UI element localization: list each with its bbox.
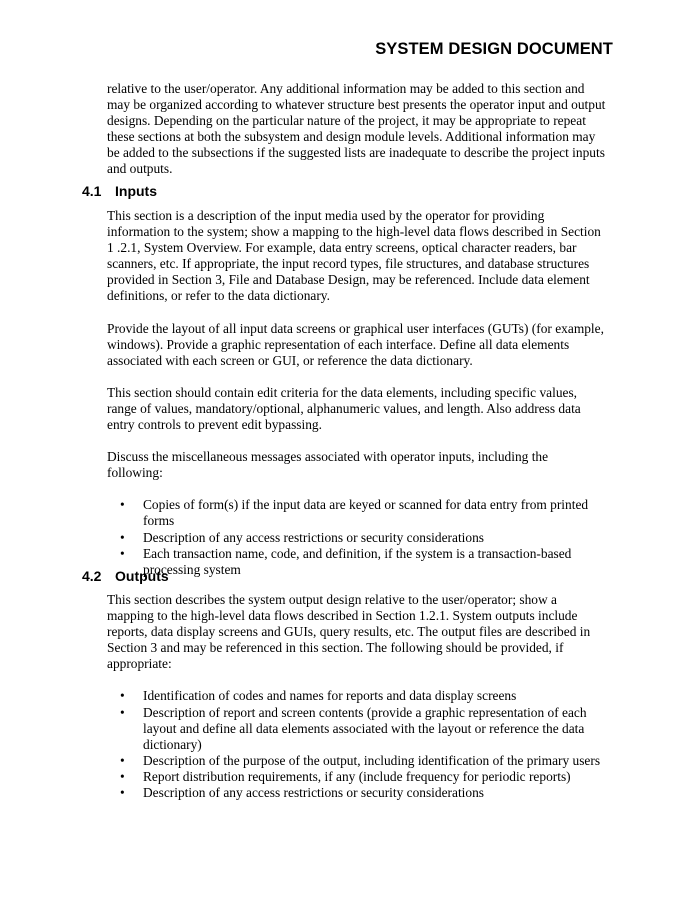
page-header-title: SYSTEM DESIGN DOCUMENT	[375, 40, 613, 58]
inputs-section-body	[107, 208, 607, 578]
outputs-paragraph: This section describes the system output design relative to the user/operator; show a mapping to the high-level data flows described in Section 1.2.1. System outputs include reports, data display screens and GUIs, query results, etc. The output files are described in Section 3 and may be referenced in this section. The following should be provided, if appropriate:	[107, 592, 591, 672]
section-number: 4.1	[82, 183, 102, 199]
inputs-paragraph: Discuss the miscellaneous messages associated with operator inputs, including the following:	[107, 449, 549, 481]
intro-paragraph-block	[107, 81, 607, 178]
list-item: • Description of report and screen contents (provide a graphic representation of each layout and define all data elements associated with the layout or reference the data dictionary)	[107, 705, 607, 753]
inputs-paragraph: This section is a description of the input media used by the operator for providing information to the system; show a mapping to the high-level data flows described in Section 1 .2.1, System Overview. For example, data entry screens, optical character readers, bar scanners, etc. If appropriate, the input record types, file structures, and database structures provided in Section 3, File and Database Design, may be referenced. Include data element definitions, or refer to the data dictionary.	[107, 208, 601, 304]
list-item: • Identification of codes and names for reports and data display screens	[107, 688, 607, 704]
section-heading-outputs	[82, 568, 169, 584]
outputs-section-body	[107, 592, 607, 801]
list-item: • Copies of form(s) if the input data are keyed or scanned for data entry from printed forms	[107, 497, 607, 529]
list-item: • Report distribution requirements, if any (include frequency for periodic reports)	[107, 769, 607, 785]
section-heading-inputs	[82, 183, 157, 199]
list-item: • Description of any access restrictions or security considerations	[107, 785, 607, 801]
intro-paragraph: relative to the user/operator. Any additional information may be added to this section and may be organized according to whatever structure best presents the operator input and output designs. Depending on the particular nature of the project, it may be appropriate to repeat these sections at both the subsystem and design module levels. Additional information may be added to the subsections if the suggested lists are inadequate to describe the project inputs and outputs.	[107, 81, 606, 177]
inputs-paragraph: This section should contain edit criteria for the data elements, including specific values, range of values, mandatory/optional, alphanumeric values, and length. Also address data entry controls to prevent edit bypassing.	[107, 384, 581, 433]
inputs-bullet-list	[107, 497, 607, 577]
outputs-bullet-list	[107, 688, 607, 801]
section-number: 4.2	[82, 568, 102, 584]
list-item: • Description of any access restrictions or security considerations	[107, 530, 607, 546]
section-title: Inputs	[115, 183, 157, 199]
inputs-paragraph: Provide the layout of all input data screens or graphical user interfaces (GUTs) (for example, windows). Provide a graphic representation of each interface. Define all data elements associated with each screen or GUI, or reference the data dictionary.	[107, 320, 604, 368]
list-item: • Each transaction name, code, and definition, if the system is a transaction-based processing system	[107, 546, 607, 578]
section-title: Outputs	[115, 568, 169, 584]
list-item: • Description of the purpose of the output, including identification of the primary users	[107, 753, 607, 769]
